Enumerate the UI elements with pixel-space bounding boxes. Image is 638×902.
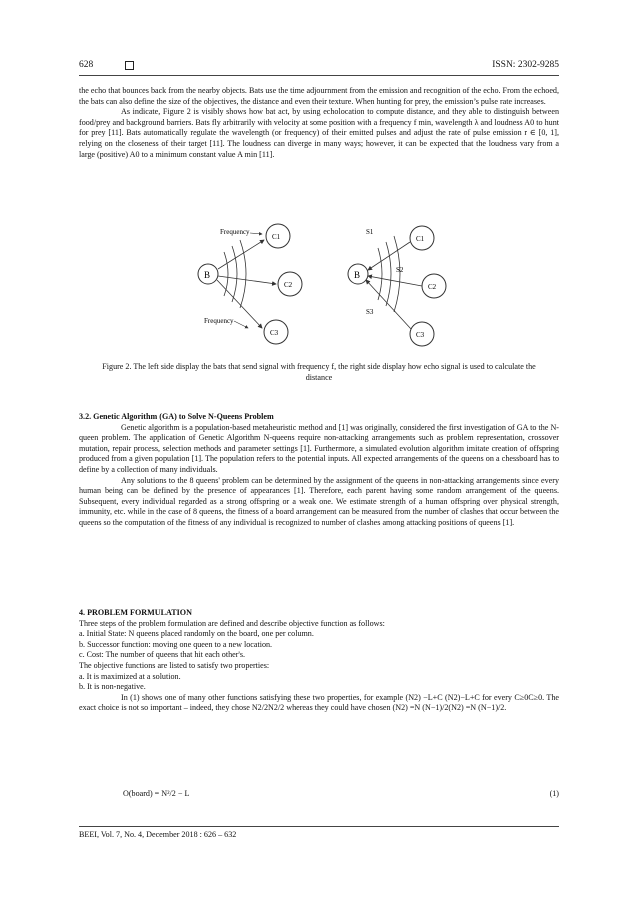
page-number: 628 — [79, 60, 94, 70]
frequency-pointer-bottom — [234, 321, 248, 328]
c3-label-right: C3 — [416, 331, 425, 339]
section-4-heading: 4. PROBLEM FORMULATION — [79, 608, 192, 617]
list-item-successor: b. Successor function: moving one queen to a new location. — [79, 639, 273, 649]
paragraph-figure-ref: As indicate, Figure 2 is visibly shows how bat act, by using echolocation to compute distance, and they able to distinguish between food/prey and background barriers. Bats fly arbitrarily with velocity at some position with a frequency f min, wavelength λ and loudness A0 to hunt for prey [11]. Bats automatically regulate the wavelength (or frequency) of their emitted pulses and adjust the rate of pulse emission r ∈ [0, 1], relying on the closeness of their target [11]. The loudness can diverge in many ways; however, it can be expected that the loudness vary from a large (positive) A0 to a minimum constant value A min [11]. — [79, 107, 559, 159]
page-footer: BEEI, Vol. 7, No. 4, December 2018 : 626 – 632 — [79, 830, 237, 839]
equation-number: (1) — [549, 789, 559, 798]
section-3-2-paragraph-2: Any solutions to the 8 queens' problem can be determined by the assignment of the queens in non-attacking arrangements since every human being can be defined by the presence of appearances [1]. Therefore, each parent having some random arrangement of the queens. Subsequent, every individual regarded as a strong offspring or a weak one. We estimate strength of a human offspring over physical strength, immunity, etc. while in the case of 8 queens, the fitness of a board arrangement can be measured from the number of clashes that occur between the queens so the computation of the fitness of any individual is recognized to number of clashes among attacking positions of queens [1]. — [79, 475, 559, 527]
frequency-label-bottom: Frequency — [204, 317, 234, 325]
echo-arrow-c2 — [368, 276, 422, 286]
wave-arc-3 — [240, 240, 246, 308]
figure-bat-echolocation — [190, 222, 454, 354]
section-4-paragraph: In (1) shows one of many other functions satisfying these two properties, for example (N2) −L+C (N2)−L+C for every C≥0C≥0. The exact choice is not so important – indeed, they chose N2/2N2/2 whereas they could have chosen (N2) =N (N−1)/2(N2) =N (N−1)/2. — [79, 692, 559, 713]
wave-arc-1 — [224, 252, 228, 296]
section-4-intro: Three steps of the problem formulation are defined and describe objective function as follows: — [79, 618, 385, 628]
issn-label: ISSN: 2302-9285 — [492, 60, 559, 70]
section-4 — [79, 608, 559, 714]
echo-arc-2 — [386, 242, 391, 306]
footer-rule — [79, 826, 559, 827]
equation-formula: O(board) = N²/2 − L — [123, 789, 190, 798]
list-item-initial-state: a. Initial State: N queens placed randomly on the board, one per column. — [79, 629, 314, 639]
wave-arc-2 — [232, 246, 237, 302]
bat-label-right: B — [354, 270, 361, 280]
left-panel-frequency — [198, 224, 302, 344]
list-item-non-negative: b. It is non-negative. — [79, 682, 146, 692]
paragraph-echo: the echo that bounces back from the nearby objects. Bats use the time adjournment from the emission and recognition of the echo. From the echoed, the bats can also define the size of the objectives, the distance and even their texture. When hunting for prey, the emission’s pulse rate increases. — [79, 86, 559, 106]
figure-caption: Figure 2. The left side display the bats that send signal with frequency f, the right side display how echo signal is used to calculate the distance — [102, 362, 536, 382]
c3-label-left: C3 — [270, 329, 279, 337]
right-panel-echo — [348, 226, 446, 346]
c1-label-left: C1 — [272, 233, 281, 241]
intro-block — [79, 86, 559, 160]
echo-arc-3 — [394, 236, 400, 312]
section-3-2-paragraph-1: Genetic algorithm is a population-based metaheuristic method and [1] was originally, considered the first investigation of GA to the N-queen problem. The application of Genetic Algorithm N-queens require non-attacking arrangements such as problem representation, crossover mutation, repair process, selection methods and parameter settings [1]. Furthermore, a simulated evolution algorithm imitate creation of offspring produced from a given population [1]. The population refers to the potential inputs. All expected arrangements of the queens on a chessboard has to define by a collection of many individuals. — [79, 422, 559, 474]
c1-label-right: C1 — [416, 235, 425, 243]
c2-label-right: C2 — [428, 283, 437, 291]
list-item-cost: c. Cost: The number of queens that hit each other's. — [79, 650, 246, 660]
signal-arrow-c2 — [218, 276, 276, 284]
echo-arc-1 — [378, 248, 382, 300]
echo-arrow-c1 — [368, 242, 410, 270]
header-rule — [79, 75, 559, 76]
s3-label: S3 — [366, 308, 374, 316]
frequency-pointer-top — [250, 233, 262, 234]
s1-label: S1 — [366, 228, 374, 236]
frequency-label-top: Frequency — [220, 228, 250, 236]
echo-arrow-c3 — [366, 280, 411, 329]
section-3-2 — [79, 412, 559, 529]
properties-intro: The objective functions are listed to satisfy two properties: — [79, 660, 270, 670]
section-3-2-heading: 3.2. Genetic Algorithm (GA) to Solve N-Queens Problem — [79, 412, 274, 421]
checkbox-square-icon — [125, 61, 134, 70]
bat-label-left: B — [204, 270, 211, 280]
page-header — [79, 60, 559, 74]
s2-label: S2 — [396, 266, 404, 274]
c2-label-left: C2 — [284, 281, 293, 289]
list-item-maximized: a. It is maximized at a solution. — [79, 671, 181, 681]
